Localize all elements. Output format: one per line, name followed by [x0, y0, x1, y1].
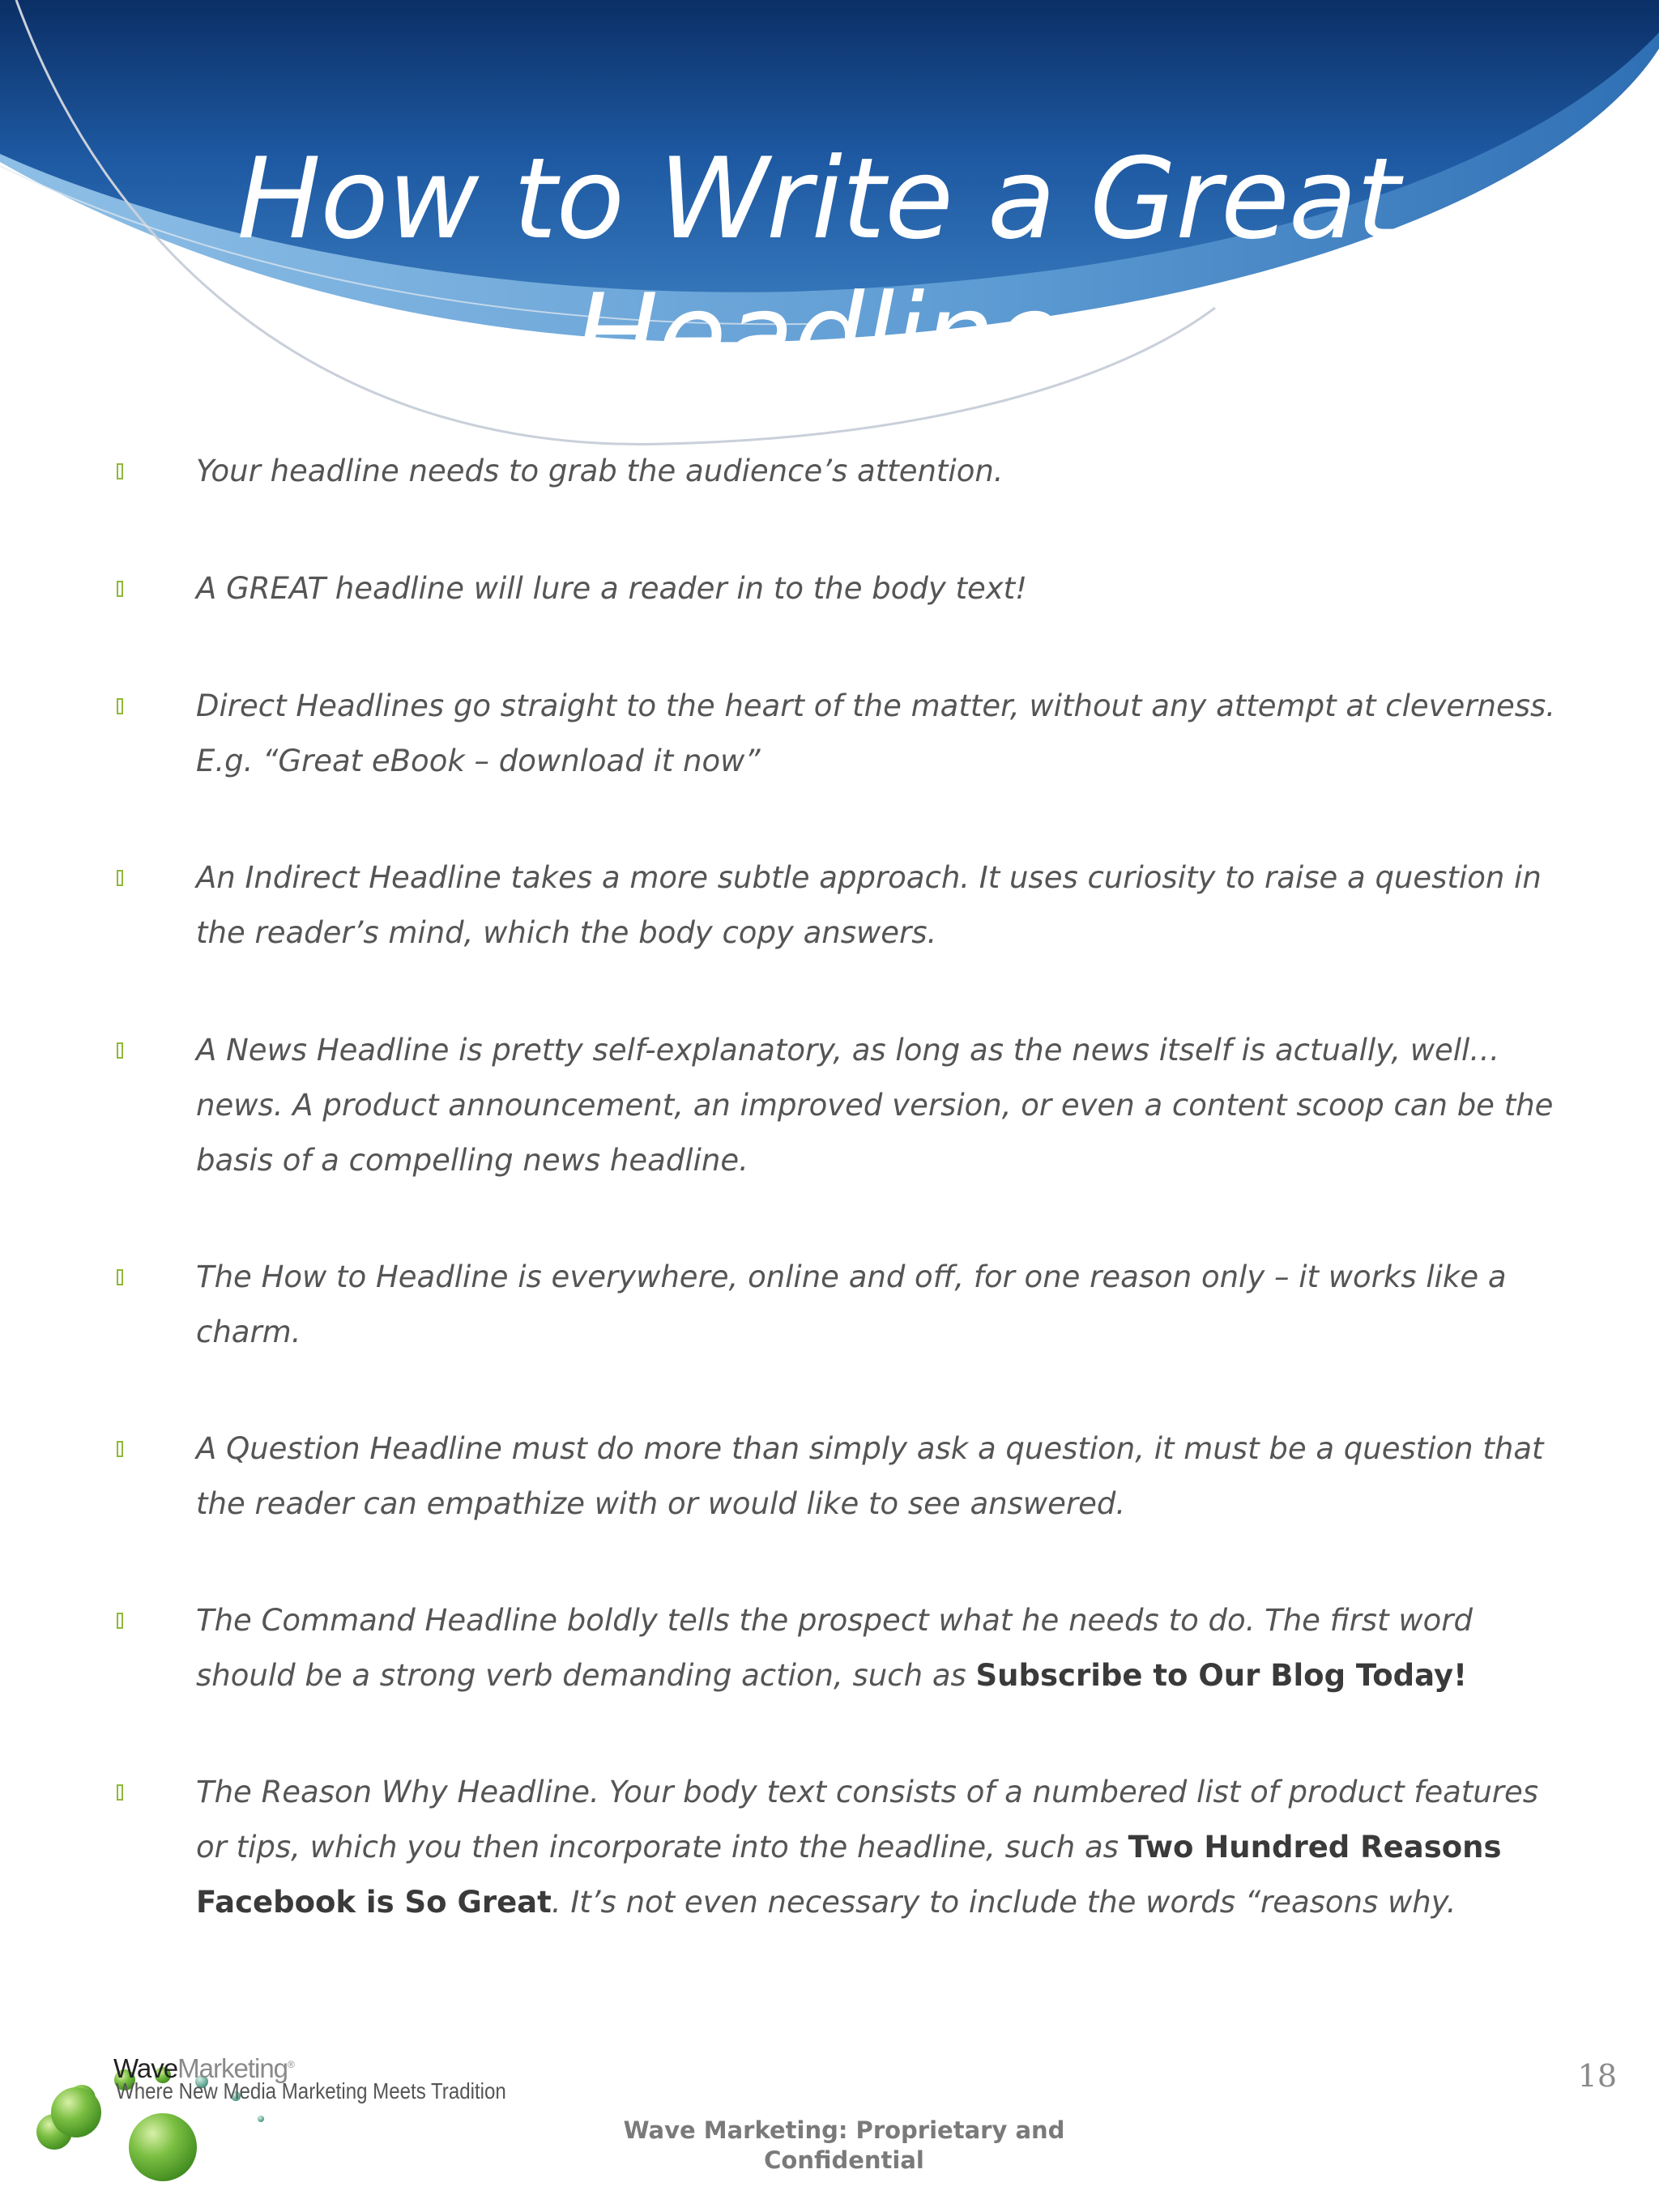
page-number: 18 [1577, 2058, 1617, 2094]
bullet-text: An Indirect Headline takes a more subtle approach. It uses curiosity to raise a question in the reader’s mind, which the body copy answers. [196, 860, 1542, 950]
bullet-text: Your headline needs to grab the audience’s attention. [196, 454, 1004, 488]
bullet-text: The Command Headline boldly tells the prospect what he needs to do. The first word should be a strong verb demanding action, such as [196, 1603, 1473, 1693]
bullet-marker-icon [117, 581, 123, 597]
bullet-item [196, 679, 1573, 789]
footer-confidential [601, 2116, 1087, 2176]
bullet-text: A News Headline is pretty self-explanatory, as long as the news itself is actually, well… news. A product announcement, an improved version, or even a content scoop can be the basis of a compelling news headline. [196, 1033, 1554, 1178]
footer-line-1: Wave Marketing: Proprietary and [623, 2116, 1065, 2144]
brand-name-bold: Wave [113, 2053, 178, 2083]
slide-title-line-1: How to Write a Great [237, 134, 1400, 265]
footer-line-2: Confidential [764, 2146, 924, 2174]
bullet-item [196, 1593, 1573, 1703]
bullet-text: Direct Headlines go straight to the heart of the matter, without any attempt at cleverness. E.g. “Great eBook – download it now” [196, 688, 1556, 778]
bullet-text: A GREAT headline will lure a reader in to the body text! [196, 571, 1028, 606]
bullet-item [196, 1421, 1573, 1532]
slide-title-line-2: Headline [574, 270, 1062, 401]
bullet-marker-icon [117, 1613, 123, 1629]
bullet-marker-icon [117, 1441, 123, 1457]
brand-name-light: Marketing [177, 2053, 288, 2083]
bullet-marker-icon [117, 1784, 123, 1801]
bullet-marker-icon [117, 870, 123, 886]
bullet-item [196, 561, 1573, 616]
bullet-item [196, 1765, 1573, 1930]
bullet-text-end: . It’s not even necessary to include the words “reasons why. [551, 1885, 1456, 1920]
logo-dot-largest-icon [126, 2111, 199, 2184]
bullet-marker-icon [117, 1042, 123, 1059]
bullet-marker-icon [117, 698, 123, 714]
bullet-bold-text: Two Hundred Reasons Facebook is So Great [196, 1830, 1502, 1920]
bullet-item [196, 1250, 1573, 1360]
bullet-text: A Question Headline must do more than simply ask a question, it must be a question that the reader can empathize with or would like to see answered. [196, 1431, 1544, 1521]
registered-mark: ® [288, 2059, 294, 2070]
bullet-marker-icon [117, 1269, 123, 1285]
bullet-text: The How to Headline is everywhere, online and off, for one reason only – it works like a charm. [196, 1259, 1507, 1349]
bullet-bold-text: Subscribe to Our Blog Today! [975, 1658, 1467, 1693]
logo-dot-large-icon [47, 2083, 105, 2142]
bullet-marker-icon [117, 463, 123, 479]
bullet-item [196, 1023, 1573, 1188]
bullet-text: The Reason Why Headline. Your body text consists of a numbered list of product features or tips, which you then incorporate into the headline, such as [196, 1775, 1539, 1865]
slide-title [0, 131, 1636, 403]
bullet-item [196, 444, 1573, 499]
bullet-item [196, 850, 1573, 961]
brand-tagline: Where New Media Marketing Meets Tradition [116, 2078, 506, 2103]
